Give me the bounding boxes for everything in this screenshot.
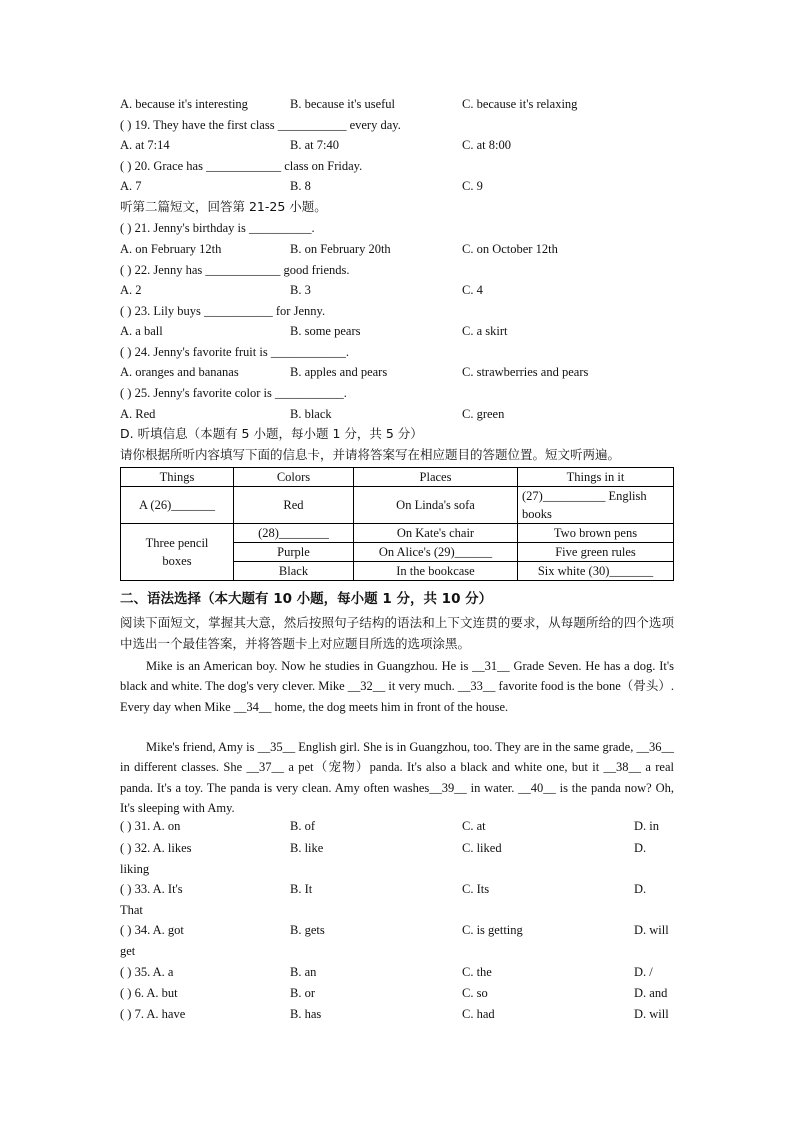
q37-option-c: C. had [462,1007,495,1021]
table-header-row [121,468,674,487]
passage-paragraph-1 [120,656,674,717]
q32-stem: ( ) 32. A. likes [120,841,192,855]
group-thing-line1: Three pencil [145,536,209,550]
q31-stem: ( ) 31. A. on [120,819,181,833]
paragraph-2-text: Mike's friend, Amy is __35__ English girl. She is in Guangzhou, too. They are in the same grade, __36__ in different classes. She __37__ a pet（宠物）panda. It's also a black and white one, but it __38__ a real panda. It's a toy. The panda is very clean. Amy often washes__39__ in water. __40__ is the panda now? Oh, It's sleeping with Amy. [120,740,674,815]
q19-option-a: A. at 7:14 [120,138,170,152]
q36-option-d: D. and [634,986,668,1000]
sub-row1-color: (28)________ [234,524,354,543]
q18-option-b: B. because it's useful [290,97,396,111]
info-card-table [120,467,674,581]
q34-wrap: get [120,944,136,958]
q33-stem: ( ) 33. A. It's [120,882,183,896]
q37-stem: ( ) 7. A. have [120,1007,186,1021]
q21-option-c: C. on October 12th [462,242,558,256]
q34-option-c: C. is getting [462,923,523,937]
q21-stem-text: ( ) 21. Jenny's birthday is __________. [120,221,315,235]
q35-option-b: B. an [290,965,317,979]
q21-option-a: A. on February 12th [120,242,222,256]
section-d-title: D. 听填信息（本题有 5 小题，每小题 1 分，共 5 分） [120,426,423,441]
sub-row3-in-it: Six white (30)_______ [518,562,674,581]
q24-stem-text: ( ) 24. Jenny's favorite fruit is ____________. [120,345,349,359]
q25-stem-text: ( ) 25. Jenny's favorite color is ___________. [120,386,347,400]
q19-stem-text: ( ) 19. They have the first class ___________ every day. [120,118,401,132]
q25-option-c: C. green [462,407,505,421]
sub-row1-place: On Kate's chair [354,524,518,543]
q35-stem: ( ) 35. A. a [120,965,174,979]
q31-option-d: D. in [634,819,659,833]
q34-stem: ( ) 34. A. got [120,923,184,937]
row1-in-it-line1: (27)__________ English [522,489,647,503]
section2-title: 二、语法选择（本大题有 10 小题，每小题 1 分，共 10 分） [120,591,493,607]
q21-option-b: B. on February 20th [290,242,391,256]
section-d-instruction: 请你根据所听内容填写下面的信息卡，并请将答案写在相应题目的答题位置。短文听两遍。 [120,447,621,462]
q33-wrap: That [120,903,143,917]
group-thing-line2: boxes [162,554,192,568]
q32-option-c: C. liked [462,841,502,855]
row1-in-it-line2: books [522,507,552,521]
q34-option-d: D. will [634,923,669,937]
q23-stem-text: ( ) 23. Lily buys ___________ for Jenny. [120,304,326,318]
q23-option-a: A. a ball [120,324,163,338]
q33-option-c: C. Its [462,882,490,896]
header-things: Things [121,468,234,487]
q37-option-d: D. will [634,1007,669,1021]
q23-option-c: C. a skirt [462,324,508,338]
row1-place: On Linda's sofa [354,487,518,524]
q22-option-c: C. 4 [462,283,483,297]
q20-stem-text: ( ) 20. Grace has ____________ class on Friday. [120,159,363,173]
passage2-intro: 听第二篇短文，回答第 21-25 小题。 [120,199,327,214]
q24-option-b: B. apples and pears [290,365,388,379]
q36-option-c: C. so [462,986,488,1000]
q31-option-c: C. at [462,819,486,833]
q32-wrap: liking [120,862,150,876]
q36-option-b: B. or [290,986,315,1000]
q33-option-b: B. It [290,882,313,896]
sub-row1-in-it: Two brown pens [518,524,674,543]
table-row [121,524,674,543]
q31-option-b: B. of [290,819,315,833]
row1-thing: A (26)_______ [121,487,234,524]
q32-option-d: D. [634,841,647,855]
group-thing [121,524,234,581]
q36-stem: ( ) 6. A. but [120,986,178,1000]
q22-option-a: A. 2 [120,283,142,297]
q22-option-b: B. 3 [290,283,311,297]
passage-paragraph-2 [120,737,674,818]
header-things-in-it: Things in it [518,468,674,487]
q19-option-c: C. at 8:00 [462,138,511,152]
section2-instruction: 阅读下面短文，掌握其大意，然后按照句子结构的语法和上下文连贯的要求，从每题所给的四个选项中选出一个最佳答案，并将答题卡上对应题目所选的选项涂黑。 [120,615,674,651]
q23-option-b: B. some pears [290,324,361,338]
header-colors: Colors [234,468,354,487]
q22-stem-text: ( ) 22. Jenny has ____________ good friends. [120,263,350,277]
header-places: Places [354,468,518,487]
q37-option-b: B. has [290,1007,322,1021]
q32-option-b: B. like [290,841,324,855]
row1-in-it [518,487,674,524]
q18-option-c: C. because it's relaxing [462,97,578,111]
q20-option-c: C. 9 [462,179,483,193]
q25-option-b: B. black [290,407,332,421]
q19-option-b: B. at 7:40 [290,138,339,152]
row1-color: Red [234,487,354,524]
sub-row2-place: On Alice's (29)______ [354,543,518,562]
sub-row3-place: In the bookcase [354,562,518,581]
q34-option-b: B. gets [290,923,325,937]
q25-option-a: A. Red [120,407,156,421]
q18-option-a: A. because it's interesting [120,97,248,111]
sub-row2-in-it: Five green rules [518,543,674,562]
q20-option-a: A. 7 [120,179,142,193]
q20-option-b: B. 8 [290,179,311,193]
q24-option-c: C. strawberries and pears [462,365,589,379]
sub-row2-color: Purple [234,543,354,562]
q33-option-d: D. [634,882,647,896]
q35-option-c: C. the [462,965,492,979]
paragraph-1-text: Mike is an American boy. Now he studies in Guangzhou. He is __31__ Grade Seven. He has a dog. It's black and white. The dog's very clever. Mike __32__ it very much. __33__ favorite food is the bone（骨头）. Every day when Mike __34__ home, the dog meets him in front of the house. [120,659,674,714]
sub-row3-color: Black [234,562,354,581]
q35-option-d: D. / [634,965,653,979]
table-row [121,487,674,524]
q24-option-a: A. oranges and bananas [120,365,239,379]
